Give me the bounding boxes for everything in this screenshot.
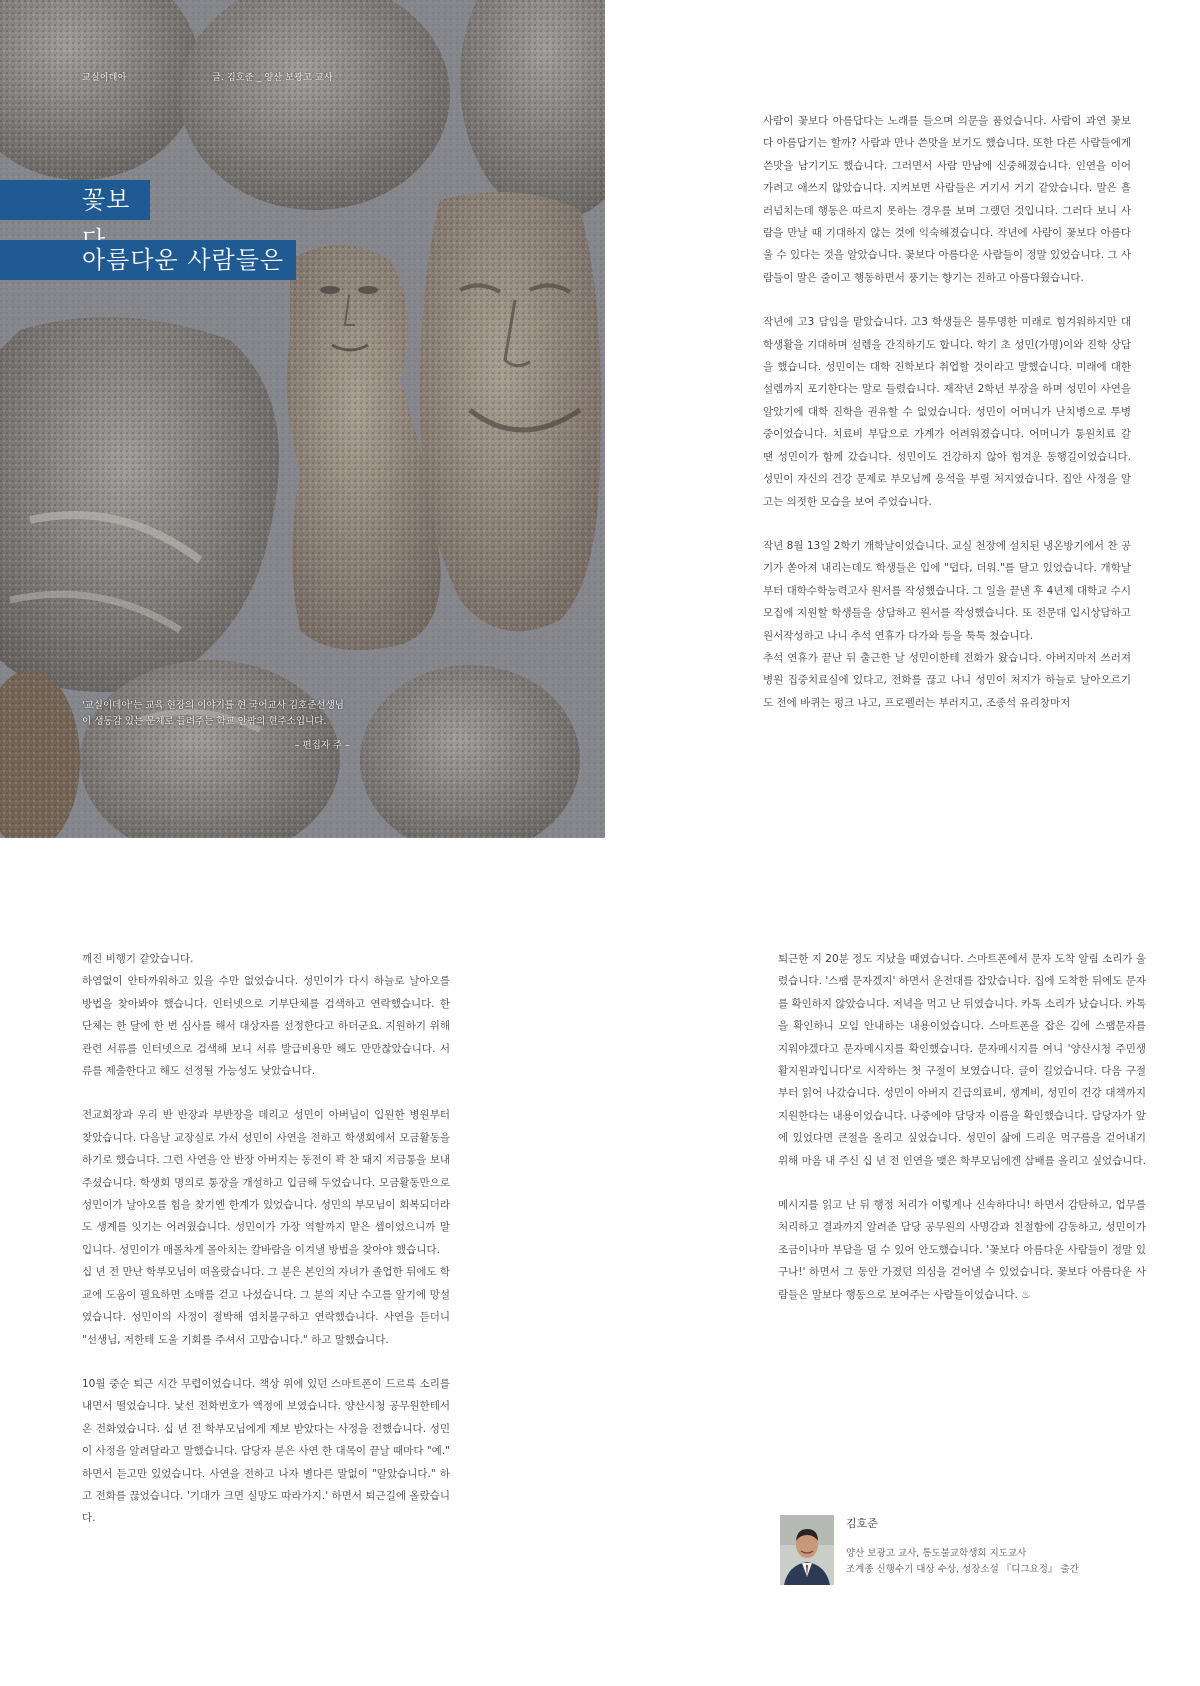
paragraph: 10월 중순 퇴근 시간 무렵이었습니다. 책상 위에 있던 스마트폰이 드르륵 소리를 내면서 떨었습니다. 낯선 전화번호가 액정에 보였습니다. 양산시청 공무원한테서 온 전화였습니다. 십 년 전 학부모님에게 제보 받았다는 사정을 전했습니다. 성민이 사정을 알려달라고 말했습니다. 담당자 분은 사연 한 대목이 끝날 때마다 "예." 하면서 듣고만 있었습니다. 사연을 전하고 나자 별다른 말없이 "알았습니다." 하고 전화를 끊었습니다. '기대가 크면 실망도 따라가지.' 하면서 퇴근길에 올랐습니다. [82,1377,450,1525]
byline: 글. 김호준 _ 양산 보광고 교사 [212,73,333,83]
author-photo [780,1515,834,1585]
paragraph: 작년 8월 13일 2학기 개학날이었습니다. 교실 천장에 설치된 냉온방기에서 찬 공기가 쏟아져 내리는데도 학생들은 입에 "덥다, 더워."를 달고 있었습니다. 개학날부터 대학수학능력고사 원서를 작성했습니다. 그 일을 끝낸 후 4년제 대학교 수시모집에 지원할 학생들을 상담하고 원서를 작성했습니다. 또 전문대 입시상담하고 원서작성하고 나니 추석 연휴가 다가와 등을 툭툭 쳤습니다. [763,539,1131,642]
section-label: 교실이데아 [82,73,127,83]
paragraph: 하염없이 안타까워하고 있을 수만 없었습니다. 성민이가 다시 하늘로 날아오를 방법을 찾아봐야 했습니다. 인터넷으로 기부단체를 검색하고 연락했습니다. 한 단체는 한 달에 한 번 심사를 해서 대상자를 선정한다고 하더군요. 지원하기 위해 관련 서류를 인터넷으로 검색해 보니 서류 발급비용만 해도 만만찮았습니다. 서류를 제출한다고 해도 선정될 가능성도 낮았습니다. [82,975,450,1078]
title-line-1: 꽃보 [0,180,150,220]
author-description-2: 조계종 신행수기 대상 수상, 성장소설 『디그요정』 출간 [846,1564,1079,1575]
paragraph: 추석 연휴가 끝난 뒤 출근한 날 성민이한테 전화가 왔습니다. 아버지마저 쓰러져 병원 집중치료실에 있다고, 전화를 끊고 나니 성민이 처지가 하늘로 날아오르기도 전에 바퀴는 펑크 나고, 프로펠러는 부러지고, 조종석 유리창마저 [763,651,1131,709]
article-column-2 [82,948,450,1530]
paragraph: 사람이 꽃보다 아름답다는 노래를 들으며 의문을 품었습니다. 사람이 과연 꽃보다 아름답기는 할까? 사람과 만나 쓴맛을 보기도 했습니다. 또한 다른 사람들에게 쓴맛을 남기기도 했습니다. 그러면서 사람 만남에 신중해졌습니다. 인연을 이어가려고 애쓰지 않았습니다. 지켜보면 사람들은 거기서 거기 같았습니다. 말은 흘러넘치는데 행동은 따르지 못하는 경우를 보며 그랬던 것입니다. 그러다 보니 사람을 만날 때 기대하지 않는 것에 익숙해졌습니다. 작년에 사람이 꽃보다 아름다울 수 있다는 것을 알았습니다. 꽃보다 아름다운 사람들이 정말 있었습니다. 그 사람들이 말은 줄이고 행동하면서 풍기는 향기는 진하고 아름다웠습니다. [763,115,1131,284]
editor-note: '교실이데아'는 교육 현장의 이야기를 현 국어교사 김호준선생님이 생동감 있는 문체로 들려주는 학교 안팎의 현주소입니다. [82,700,344,727]
paragraph: 메시지를 읽고 난 뒤 행정 처리가 이렇게나 신속하다니! 하면서 감탄하고, 업무를 처리하고 결과까지 알려준 담당 공무원의 사명감과 친절함에 감동하고, 성민이가 조금이나마 부담을 덜 수 있어 안도했습니다. '꽃보다 아름다운 사람들이 정말 있구나!' 하면서 그 동안 가졌던 의심을 걷어낼 수 있었습니다. 꽃보다 아름다운 사람들은 말보다 행동으로 보여주는 사람들이었습니다. ♨ [778,1199,1146,1301]
author-portrait-illustration [780,1515,834,1585]
paragraph: 퇴근한 지 20분 정도 지났을 때였습니다. 스마트폰에서 문자 도착 알림 소리가 울렸습니다. '스팸 문자겠지' 하면서 운전대를 잡았습니다. 집에 도착한 뒤에도 문자를 확인하지 않았습니다. 저녁을 먹고 난 뒤였습니다. 카톡 소리가 났습니다. 카톡을 확인하니 모임 안내하는 내용이었습니다. 스마트폰을 잡은 김에 스팸문자를 지워야겠다고 문자메시지를 확인했습니다. 문자메시지를 여니 '양산시청 주민생활지원과입니다'로 시작하는 첫 구절이 보였습니다. 글이 길었습니다. 다음 구절부터 읽어 나갔습니다. 성민이 아버지 긴급의료비, 생계비, 성민이 건강 대책까지 지원한다는 내용이었습니다. 나중에야 담당자 이름을 확인했습니다. 담당자가 앞에 있었다면 큰절을 올리고 싶었습니다. 성민이 삶에 드리운 먹구름을 걷어내기 위해 마음 내 주신 십 년 전 인연을 맺은 학부모님에겐 삼배를 올리고 싶었습니다. [778,953,1146,1167]
paragraph: 전교회장과 우리 반 반장과 부반장을 데리고 성민이 아버님이 입원한 병원부터 찾았습니다. 다음날 교장실로 가서 성민이 사연을 전하고 학생회에서 모금활동을 하기로 했습니다. 그런 사연을 안 반장 아버지는 동전이 꽉 찬 돼지 저금통을 보내주셨습니다. 학생회 명의로 통장을 개설하고 입금해 두었습니다. 모금활동만으로 성민이가 날아오를 힘을 찾기엔 한계가 있었습니다. 성민의 부모님이 회복되더라도 생계를 잇기는 어려웠습니다. 성민이가 가장 역할까지 맡은 셈이었으니까 말입니다. 성민이가 매몰차게 몰아치는 칼바람을 이겨낼 방법을 찾아야 했습니다. [82,1109,450,1256]
author-description-1: 양산 보광고 교사, 통도불교학생회 지도교사 [846,1548,1027,1559]
author-name: 김호준 [846,1517,878,1530]
paragraph: 깨진 비행기 같았습니다. [82,953,194,965]
article-column-3 [778,948,1146,1306]
paragraph: 십 년 전 만난 학부모님이 떠올랐습니다. 그 분은 본인의 자녀가 졸업한 뒤에도 학교에 도움이 필요하면 소매를 걷고 나섰습니다. 그 분의 지난 수고를 알기에 망설였습니다. 성민이의 사정이 절박해 염치불구하고 연락했습니다. 사연을 듣더니 "선생님, 저한테 도울 기회를 주셔서 고맙습니다." 하고 말했습니다. [82,1266,450,1346]
article-column-1 [763,110,1131,714]
paragraph: 작년에 고3 담임을 맡았습니다. 고3 학생들은 불투명한 미래로 힘겨워하지만 대학생활을 기대하며 설렘을 간직하기도 합니다. 학기 초 성민(가명)이와 진학 상담을 했습니다. 성민이는 대학 진학보다 취업할 것이라고 말했습니다. 미래에 대한 설렘까지 포기한다는 말로 들렸습니다. 재작년 2학년 부장을 하며 성민이 사연을 알았기에 대학 진학을 권유할 수 없었습니다. 성민이 어머니가 난치병으로 투병 중이었습니다. 치료비 부담으로 가계가 어려워졌습니다. 어머니가 통원치료 갈 땐 성민이가 함께 갔습니다. 성민이도 건강하지 않아 힘겨운 동행길이었습니다. 성민이 자신의 건강 문제로 부모님께 응석을 부릴 처지였습니다. 집안 사정을 알고는 의젓한 모습을 보여 주었습니다. [763,316,1131,508]
title-line-2: 아름다운 사람들은 [0,240,296,280]
editor-sign: – 편집자 주 – [294,740,350,751]
hero-photo [0,0,605,838]
